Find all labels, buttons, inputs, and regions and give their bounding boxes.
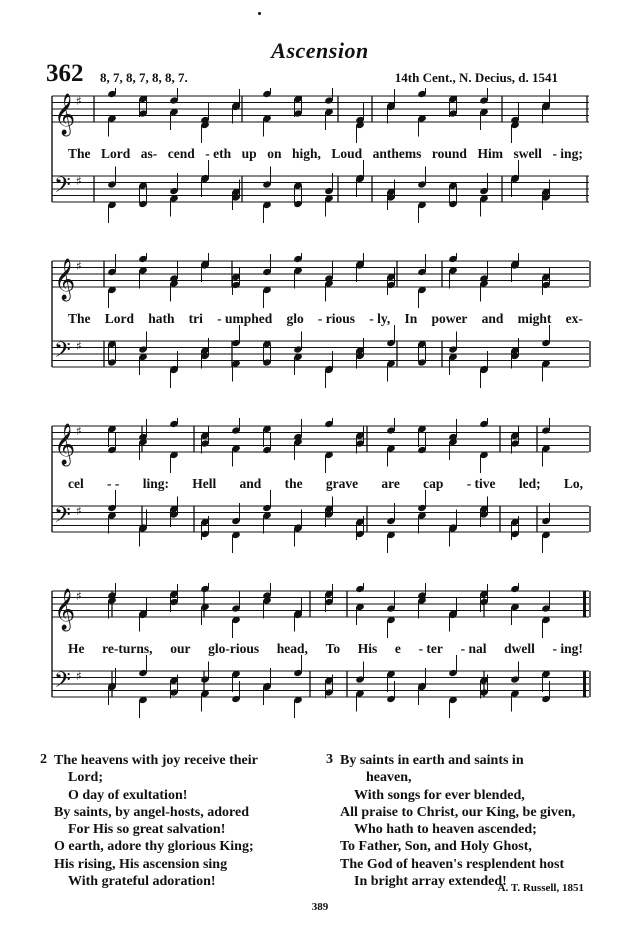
lyric-syllable: are bbox=[381, 476, 400, 491]
verse-line: His rising, His ascension sing bbox=[54, 856, 228, 872]
music-system-3 bbox=[42, 418, 597, 560]
lyric-syllable: - eth bbox=[205, 146, 232, 161]
lyric-syllable: and bbox=[481, 311, 504, 326]
lyric-syllable: - umphed bbox=[217, 311, 273, 326]
sharp-key-signature-icon: ♯ bbox=[76, 94, 82, 108]
sharp-key-signature-icon: ♯ bbox=[76, 424, 82, 438]
sharp-key-signature-icon: ♯ bbox=[76, 669, 82, 683]
bass-clef-icon: 𝄢 bbox=[54, 338, 71, 368]
hymn-number: 362 bbox=[46, 60, 84, 87]
verse-line: Lord; bbox=[68, 770, 103, 786]
hymn-meter: 8, 7, 8, 7, 8, 8, 7. bbox=[100, 70, 188, 85]
lyric-syllable: Loud bbox=[331, 146, 363, 161]
lyric-syllable: anthems bbox=[372, 146, 422, 161]
lyric-syllable: e bbox=[394, 641, 401, 656]
sharp-key-signature-icon: ♯ bbox=[76, 504, 82, 518]
verse-line: With grateful adoration! bbox=[68, 874, 216, 890]
lyric-syllable: - ly, bbox=[369, 311, 391, 326]
lyric-syllable: tri bbox=[188, 311, 203, 326]
verse-line: For His so great salvation! bbox=[68, 822, 226, 838]
lyric-syllable: grave bbox=[325, 476, 359, 491]
lyric-syllable: Hell bbox=[192, 476, 217, 491]
lyrics-line bbox=[68, 476, 583, 492]
lyrics-line bbox=[68, 311, 583, 327]
lyric-syllable: The bbox=[68, 311, 91, 326]
lyric-syllable: ling: bbox=[142, 476, 169, 491]
lyric-syllable: cend bbox=[167, 146, 195, 161]
sharp-key-signature-icon: ♯ bbox=[76, 339, 82, 353]
verse-line: O day of exultation! bbox=[68, 787, 188, 803]
treble-clef-icon: 𝄞 bbox=[54, 424, 76, 465]
lyric-syllable: Him bbox=[477, 146, 503, 161]
lyric-syllable: - rious bbox=[317, 311, 356, 326]
lyric-syllable: glo-rious bbox=[208, 641, 260, 656]
verse-line: By saints in earth and saints in bbox=[340, 753, 524, 768]
lyric-syllable: might bbox=[517, 311, 552, 326]
music-system-2 bbox=[42, 253, 597, 395]
text-credit: A. T. Russell, 1851 bbox=[497, 882, 584, 894]
tune-attribution: 14th Cent., N. Decius, d. 1541 bbox=[394, 70, 558, 85]
lyric-syllable: our bbox=[170, 641, 191, 656]
treble-clef-icon: 𝄞 bbox=[54, 259, 76, 300]
lyric-syllable: head, bbox=[276, 641, 308, 656]
music-system-1 bbox=[42, 88, 597, 230]
verse-line: In bright array extended! bbox=[354, 874, 507, 890]
lyric-syllable: re-turns, bbox=[102, 641, 153, 656]
lyric-syllable: led; bbox=[518, 476, 541, 491]
lyric-syllable: - ter bbox=[418, 641, 443, 656]
verse-line: heaven, bbox=[366, 770, 412, 786]
verse-line: All praise to Christ, our King, be given, bbox=[340, 804, 576, 820]
lyrics-line bbox=[68, 146, 583, 162]
page-number: 389 bbox=[311, 901, 329, 913]
lyrics-line bbox=[68, 641, 583, 657]
final-barline bbox=[583, 591, 586, 617]
verse-line: With songs for ever blended, bbox=[354, 787, 525, 803]
verse-line: To Father, Son, and Holy Ghost, bbox=[340, 839, 532, 855]
lyric-syllable: hath bbox=[148, 311, 175, 326]
sharp-key-signature-icon: ♯ bbox=[76, 174, 82, 188]
lyric-syllable: Lo, bbox=[563, 476, 583, 491]
bass-clef-icon: 𝄢 bbox=[54, 173, 71, 203]
lyric-syllable: The bbox=[68, 146, 91, 161]
lyric-syllable: as- bbox=[140, 146, 158, 161]
lyric-syllable: In bbox=[404, 311, 418, 326]
verse-line: O earth, adore thy glorious King; bbox=[54, 839, 254, 855]
ink-speck bbox=[258, 12, 261, 15]
verse-line: By saints, by angel-hosts, adored bbox=[54, 804, 250, 820]
lyric-syllable: on bbox=[267, 146, 282, 161]
lyric-syllable: ex- bbox=[565, 311, 583, 326]
lyric-syllable: cap bbox=[423, 476, 444, 491]
lyric-syllable: - ing! bbox=[552, 641, 583, 656]
lyric-syllable: Lord bbox=[104, 311, 134, 326]
lyric-syllable: up bbox=[241, 146, 257, 161]
lyric-syllable: - nal bbox=[460, 641, 487, 656]
lyric-syllable: high, bbox=[291, 146, 321, 161]
lyric-syllable: and bbox=[239, 476, 262, 491]
lyric-syllable: swell bbox=[513, 146, 542, 161]
verse-line: Who hath to heaven ascended; bbox=[354, 822, 537, 838]
verse-3 bbox=[340, 752, 575, 890]
lyric-syllable: cel bbox=[68, 476, 84, 491]
lyric-syllable: - - bbox=[107, 476, 120, 491]
verse-line: The heavens with joy receive their bbox=[54, 753, 258, 768]
verse-2-number: 2 bbox=[40, 752, 47, 767]
verse-line: The God of heaven's resplendent host bbox=[340, 856, 565, 872]
hymn-title: Ascension bbox=[271, 38, 369, 63]
bass-clef-icon: 𝄢 bbox=[54, 503, 71, 533]
lyric-syllable: dwell bbox=[504, 641, 535, 656]
bass-clef-icon: 𝄢 bbox=[54, 668, 71, 698]
lyric-syllable: His bbox=[357, 641, 378, 656]
lyric-syllable: - ing; bbox=[552, 146, 583, 161]
lyric-syllable: round bbox=[431, 146, 467, 161]
lyric-syllable: glo bbox=[286, 311, 304, 326]
treble-clef-icon: 𝄞 bbox=[54, 94, 76, 135]
treble-clef-icon: 𝄞 bbox=[54, 589, 76, 630]
sharp-key-signature-icon: ♯ bbox=[76, 589, 82, 603]
sharp-key-signature-icon: ♯ bbox=[76, 259, 82, 273]
lyric-syllable: Lord bbox=[101, 146, 131, 161]
verse-2 bbox=[54, 752, 258, 890]
lyric-syllable: power bbox=[431, 311, 468, 326]
lyric-syllable: He bbox=[68, 641, 85, 656]
music-system-4 bbox=[42, 583, 597, 725]
final-barline bbox=[583, 671, 586, 697]
lyric-syllable: the bbox=[284, 476, 303, 491]
verse-3-number: 3 bbox=[326, 752, 333, 767]
lyric-syllable: To bbox=[325, 641, 341, 656]
lyric-syllable: - tive bbox=[466, 476, 496, 491]
